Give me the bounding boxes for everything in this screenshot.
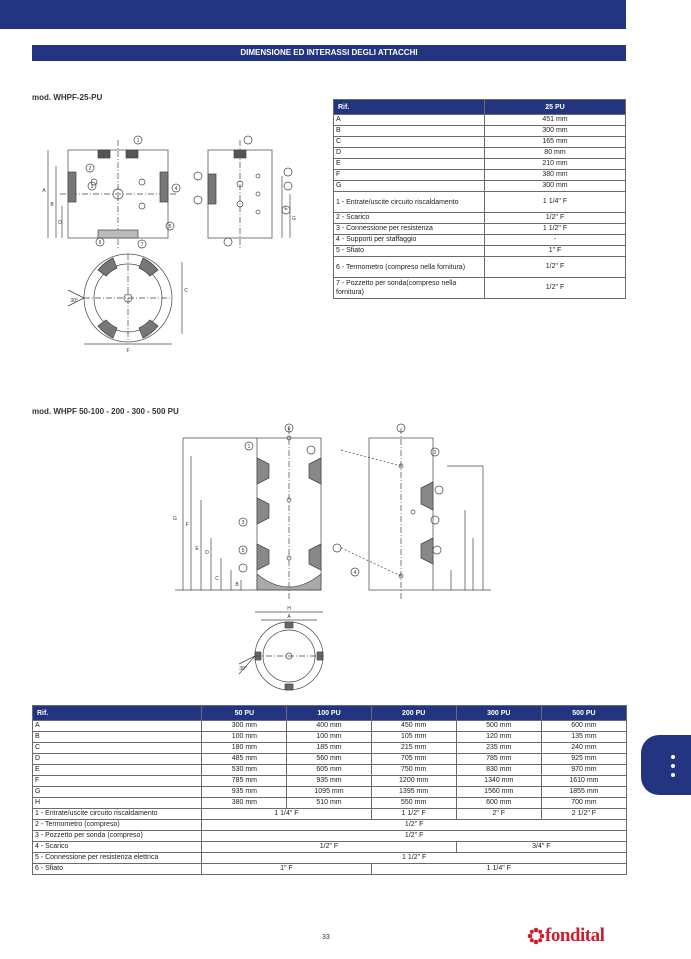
table-row bbox=[334, 257, 626, 278]
value-cell: 100 mm bbox=[287, 732, 371, 743]
table-row bbox=[33, 721, 627, 732]
table-row bbox=[33, 798, 627, 809]
value-cell: 450 mm bbox=[371, 721, 456, 732]
value-cell: 700 mm bbox=[541, 798, 626, 809]
callout-5: 5 bbox=[241, 548, 245, 554]
table-header-row bbox=[33, 706, 627, 721]
value-cell: 165 mm bbox=[485, 137, 626, 148]
dim-label-b: B bbox=[50, 202, 54, 208]
dim-label-d: D bbox=[58, 220, 62, 226]
ref-cell: 1 - Entrate/uscite circuito riscaldamento bbox=[334, 192, 485, 213]
value-cell: 1610 mm bbox=[541, 776, 626, 787]
value-cell: 185 mm bbox=[287, 743, 371, 754]
dim-label-f: F bbox=[126, 348, 130, 354]
value-cell: 925 mm bbox=[541, 754, 626, 765]
ref-cell: G bbox=[33, 787, 202, 798]
table-row bbox=[334, 148, 626, 159]
table-row bbox=[33, 776, 627, 787]
table-row bbox=[334, 159, 626, 170]
value-cell: 380 mm bbox=[202, 798, 287, 809]
model2-technical-drawing bbox=[165, 420, 505, 696]
column-header: 300 PU bbox=[456, 706, 541, 721]
table-row bbox=[33, 831, 627, 842]
value-cell: 600 mm bbox=[456, 798, 541, 809]
table-row bbox=[33, 853, 627, 864]
value-cell: 300 mm bbox=[202, 721, 287, 732]
value-cell: 1 1/4" F bbox=[202, 809, 371, 820]
value-cell: 1/2" F bbox=[485, 257, 626, 278]
ref-cell: E bbox=[334, 159, 485, 170]
dim-label-a: A bbox=[42, 188, 46, 194]
value-cell: 105 mm bbox=[371, 732, 456, 743]
ref-cell: 3 - Pozzetto per sonda (compreso) bbox=[33, 831, 202, 842]
value-cell: 1 1/2" F bbox=[202, 853, 627, 864]
value-cell: 935 mm bbox=[202, 787, 287, 798]
ref-cell: 2 - Scarico bbox=[334, 213, 485, 224]
value-cell: 180 mm bbox=[202, 743, 287, 754]
table-header-row bbox=[334, 100, 626, 115]
value-cell: 560 mm bbox=[287, 754, 371, 765]
value-cell: 300 mm bbox=[485, 126, 626, 137]
flower-icon bbox=[527, 927, 545, 945]
callout-2: 2 bbox=[88, 166, 92, 172]
dim-label-a: A bbox=[287, 614, 291, 620]
table-row bbox=[334, 192, 626, 213]
value-cell: 1095 mm bbox=[287, 787, 371, 798]
ref-cell: E bbox=[33, 765, 202, 776]
table-row bbox=[334, 126, 626, 137]
value-cell: 935 mm bbox=[287, 776, 371, 787]
value-cell: 120 mm bbox=[456, 732, 541, 743]
column-header: 500 PU bbox=[541, 706, 626, 721]
callout-6: 6 bbox=[98, 240, 102, 246]
value-cell: 400 mm bbox=[287, 721, 371, 732]
value-cell: 1 1/2" F bbox=[371, 809, 456, 820]
callout-5: 5 bbox=[168, 224, 172, 230]
value-cell: 1/2" F bbox=[485, 278, 626, 299]
ref-cell: 5 - Connessione per resistenza elettrica bbox=[33, 853, 202, 864]
dim-label-g: G bbox=[173, 516, 177, 522]
model2-title: mod. WHPF 50-100 - 200 - 300 - 500 PU bbox=[32, 407, 179, 416]
value-cell: 1/2" F bbox=[485, 213, 626, 224]
column-header: Rif. bbox=[334, 100, 485, 115]
ref-cell: 5 - Sfiato bbox=[334, 246, 485, 257]
value-cell: 2" F bbox=[456, 809, 541, 820]
ref-cell: 4 - Scarico bbox=[33, 842, 202, 853]
table-row bbox=[334, 170, 626, 181]
angle-label: 30° bbox=[70, 298, 78, 304]
value-cell: 705 mm bbox=[371, 754, 456, 765]
model1-technical-drawing bbox=[38, 130, 300, 354]
value-cell: 785 mm bbox=[456, 754, 541, 765]
ref-cell: B bbox=[334, 126, 485, 137]
ref-cell: 1 - Entrate/uscite circuito riscaldamento bbox=[33, 809, 202, 820]
dim-label-h: H bbox=[287, 606, 291, 612]
dim-label-d: D bbox=[205, 550, 209, 556]
table-row bbox=[33, 743, 627, 754]
value-cell: 2 1/2" F bbox=[541, 809, 626, 820]
callout-3: 3 bbox=[241, 520, 245, 526]
value-cell: 1 1/4" F bbox=[485, 192, 626, 213]
value-cell: 550 mm bbox=[371, 798, 456, 809]
section-title: DIMENSIONE ED INTERASSI DEGLI ATTACCHI bbox=[32, 45, 626, 61]
value-cell: 1200 mm bbox=[371, 776, 456, 787]
dot-icon bbox=[671, 773, 675, 777]
value-cell: 530 mm bbox=[202, 765, 287, 776]
value-cell: 80 mm bbox=[485, 148, 626, 159]
value-cell: 1/2" F bbox=[202, 831, 627, 842]
column-header: 25 PU bbox=[485, 100, 626, 115]
table-row bbox=[334, 235, 626, 246]
value-cell: 500 mm bbox=[456, 721, 541, 732]
value-cell: 510 mm bbox=[287, 798, 371, 809]
ref-cell: F bbox=[33, 776, 202, 787]
model2-table bbox=[32, 705, 627, 875]
column-header: 50 PU bbox=[202, 706, 287, 721]
table-row bbox=[334, 115, 626, 126]
value-cell: 300 mm bbox=[485, 181, 626, 192]
value-cell: 135 mm bbox=[541, 732, 626, 743]
value-cell: 215 mm bbox=[371, 743, 456, 754]
ref-cell: 4 - Supporti per staffaggio bbox=[334, 235, 485, 246]
callout-6: 6 bbox=[287, 426, 291, 432]
table-row bbox=[334, 278, 626, 299]
value-cell: 1340 mm bbox=[456, 776, 541, 787]
page-number: 33 bbox=[322, 934, 330, 941]
value-cell: 240 mm bbox=[541, 743, 626, 754]
value-cell: 1 1/2" F bbox=[485, 224, 626, 235]
ref-cell: 7 - Pozzetto per sonda(compreso nella fornitura) bbox=[334, 278, 485, 299]
value-cell: 3/4" F bbox=[456, 842, 626, 853]
ref-cell: F bbox=[334, 170, 485, 181]
value-cell: 1" F bbox=[202, 864, 371, 875]
dim-label-b: B bbox=[235, 582, 239, 588]
dim-label-g: G bbox=[292, 216, 296, 222]
ref-cell: C bbox=[33, 743, 202, 754]
table-row bbox=[334, 224, 626, 235]
ref-cell: A bbox=[33, 721, 202, 732]
table-row bbox=[334, 181, 626, 192]
dim-label-c: C bbox=[184, 288, 188, 294]
callout-3: 3 bbox=[90, 184, 94, 190]
table-row bbox=[334, 137, 626, 148]
model1-table bbox=[333, 99, 626, 299]
value-cell: 605 mm bbox=[287, 765, 371, 776]
column-header: 200 PU bbox=[371, 706, 456, 721]
ref-cell: C bbox=[334, 137, 485, 148]
top-banner bbox=[0, 0, 626, 29]
ref-cell: 3 - Connessione per resistenza bbox=[334, 224, 485, 235]
ref-cell: 6 - Termometro (compreso nella fornitura) bbox=[334, 257, 485, 278]
callout-7: 7 bbox=[140, 242, 144, 248]
value-cell: 210 mm bbox=[485, 159, 626, 170]
table-row bbox=[33, 787, 627, 798]
table-row bbox=[33, 754, 627, 765]
value-cell: 1395 mm bbox=[371, 787, 456, 798]
callout-1: 1 bbox=[136, 138, 140, 144]
ref-cell: 2 - Termometro (compreso) bbox=[33, 820, 202, 831]
model1-title: mod. WHPF-25-PU bbox=[32, 93, 103, 102]
table-row bbox=[33, 842, 627, 853]
value-cell: 1 1/4" F bbox=[371, 864, 626, 875]
value-cell: - bbox=[485, 235, 626, 246]
ref-cell: B bbox=[33, 732, 202, 743]
value-cell: 1560 mm bbox=[456, 787, 541, 798]
ref-cell: A bbox=[334, 115, 485, 126]
ref-cell: 6 - Sfiato bbox=[33, 864, 202, 875]
brand-name: fondital bbox=[545, 925, 605, 946]
side-tab[interactable] bbox=[641, 735, 691, 795]
value-cell: 750 mm bbox=[371, 765, 456, 776]
value-cell: 1/2" F bbox=[202, 842, 456, 853]
ref-cell: H bbox=[33, 798, 202, 809]
value-cell: 1855 mm bbox=[541, 787, 626, 798]
value-cell: 785 mm bbox=[202, 776, 287, 787]
dim-label-e: E bbox=[195, 546, 199, 552]
value-cell: 1" F bbox=[485, 246, 626, 257]
value-cell: 485 mm bbox=[202, 754, 287, 765]
dim-label-e: E bbox=[284, 206, 288, 212]
callout-2: 2 bbox=[433, 450, 437, 456]
ref-cell: G bbox=[334, 181, 485, 192]
value-cell: 235 mm bbox=[456, 743, 541, 754]
table-row bbox=[33, 809, 627, 820]
callout-1: 1 bbox=[247, 444, 251, 450]
value-cell: 451 mm bbox=[485, 115, 626, 126]
value-cell: 1/2" F bbox=[202, 820, 627, 831]
callout-4: 4 bbox=[353, 570, 357, 576]
dot-icon bbox=[671, 764, 675, 768]
ref-cell: D bbox=[33, 754, 202, 765]
table-row bbox=[334, 213, 626, 224]
table-row bbox=[33, 765, 627, 776]
column-header: 100 PU bbox=[287, 706, 371, 721]
table-row bbox=[33, 864, 627, 875]
brand-logo bbox=[527, 925, 604, 947]
table-row bbox=[334, 246, 626, 257]
table-row bbox=[33, 732, 627, 743]
value-cell: 380 mm bbox=[485, 170, 626, 181]
value-cell: 970 mm bbox=[541, 765, 626, 776]
column-header: Rif. bbox=[33, 706, 202, 721]
value-cell: 600 mm bbox=[541, 721, 626, 732]
dim-label-f: F bbox=[185, 522, 189, 528]
value-cell: 830 mm bbox=[456, 765, 541, 776]
ref-cell: D bbox=[334, 148, 485, 159]
value-cell: 100 mm bbox=[202, 732, 287, 743]
angle-label: 30° bbox=[239, 666, 247, 672]
callout-4: 4 bbox=[174, 186, 178, 192]
dot-icon bbox=[671, 755, 675, 759]
dim-label-c: C bbox=[215, 576, 219, 582]
table-row bbox=[33, 820, 627, 831]
